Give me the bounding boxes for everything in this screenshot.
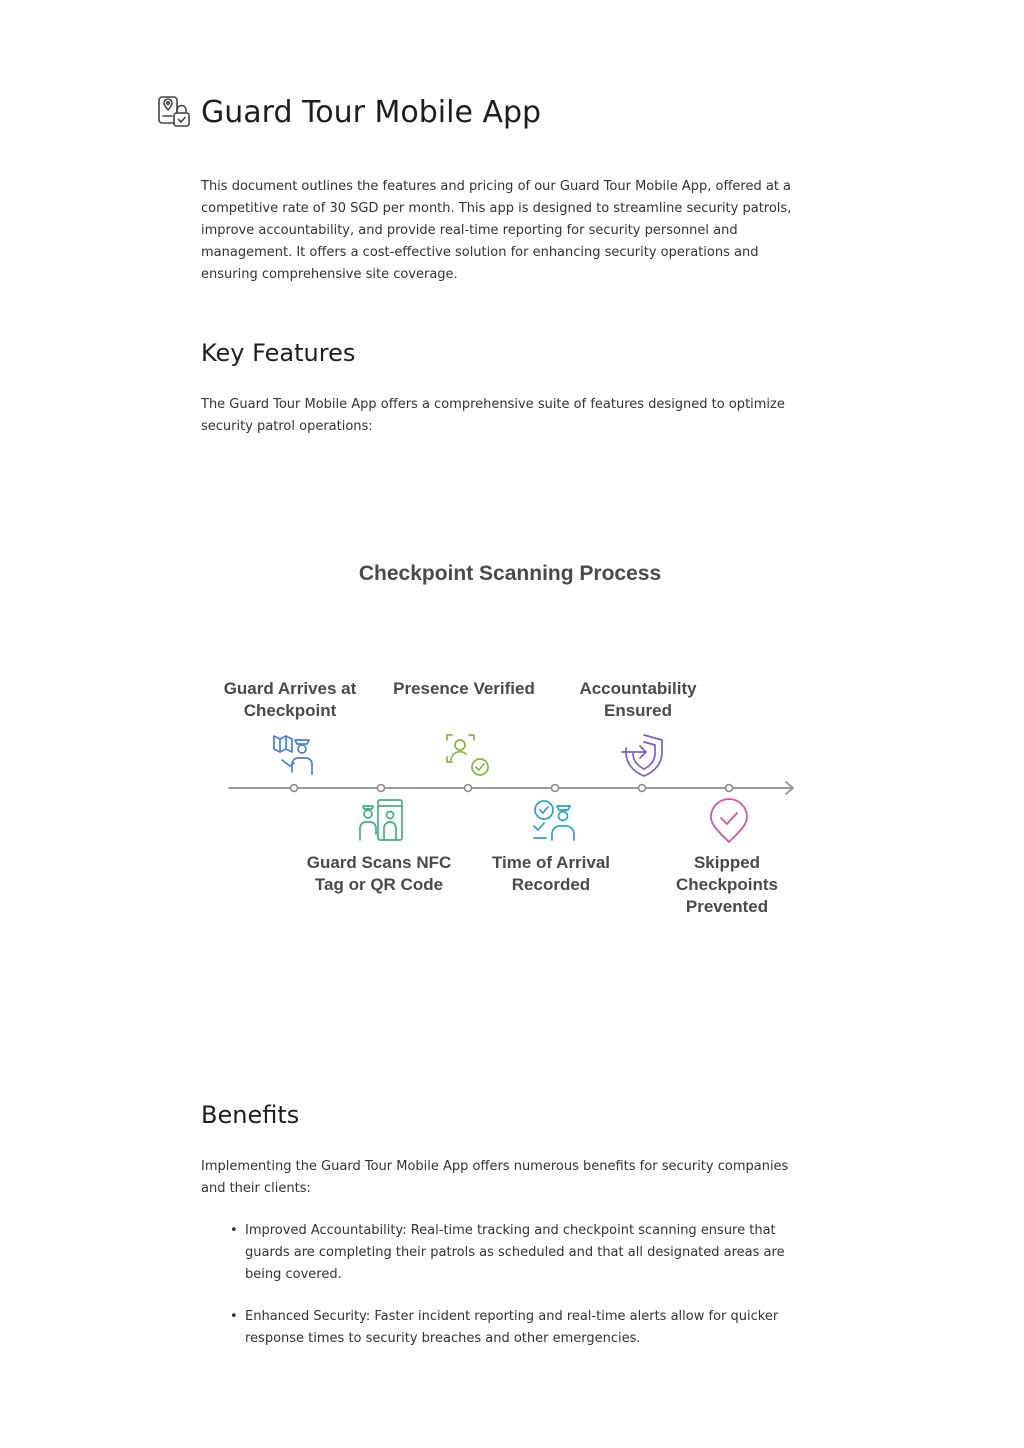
shield-login-icon bbox=[622, 735, 662, 776]
step-label-recorded: Time of Arrival Recorded bbox=[491, 853, 611, 894]
location-check-icon bbox=[711, 799, 747, 842]
guard-map-icon bbox=[274, 736, 312, 774]
page-title: Guard Tour Mobile App bbox=[201, 94, 542, 130]
person-verified-icon bbox=[447, 735, 488, 775]
benefits-paragraph: Implementing the Guard Tour Mobile App offers numerous benefits for security companies and their clients: bbox=[201, 1159, 789, 1196]
key-features-paragraph: The Guard Tour Mobile App offers a comprehensive suite of features designed to optimize security patrol operations: bbox=[201, 397, 785, 434]
diagram-title: Checkpoint Scanning Process bbox=[358, 562, 662, 585]
list-item: • Improved Accountability: Real-time tracking and checkpoint scanning ensure that guards are completing their patrols as scheduled and that all designated areas are being covered. bbox=[245, 1220, 820, 1286]
title-row bbox=[157, 94, 541, 130]
timeline-node bbox=[291, 785, 298, 792]
location-lock-icon bbox=[157, 94, 191, 130]
step-label-accountability: Accountability Ensured bbox=[579, 679, 697, 720]
timeline-node bbox=[465, 785, 472, 792]
step-label-scan: Guard Scans NFC Tag or QR Code bbox=[306, 853, 452, 894]
timeline-arrowhead bbox=[786, 782, 793, 794]
timeline-node bbox=[552, 785, 559, 792]
step-label-arrive: Guard Arrives at Checkpoint bbox=[223, 679, 357, 720]
timeline-node bbox=[639, 785, 646, 792]
key-features-heading: Key Features bbox=[201, 339, 356, 367]
step-label-verified: Presence Verified bbox=[393, 679, 535, 698]
list-item: • Enhanced Security: Faster incident reporting and real-time alerts allow for quicker response times to security breaches and other emergencies. bbox=[245, 1306, 820, 1350]
checklist-guard-icon bbox=[534, 801, 574, 840]
guard-scanner-icon bbox=[360, 800, 402, 840]
timeline-node bbox=[378, 785, 385, 792]
timeline-node bbox=[726, 785, 733, 792]
step-label-skipped: Skipped Checkpoints Prevented bbox=[675, 853, 779, 916]
benefits-heading: Benefits bbox=[201, 1101, 300, 1129]
benefits-list bbox=[228, 1220, 820, 1370]
intro-paragraph: This document outlines the features and pricing of our Guard Tour Mobile App, offered at a competitive rate of 30 SGD per month. This app is designed to streamline security patrols, improve accountability, and provide real-time reporting for security personnel and management. It offers a cost-effective solution for enhancing security operations and ensuring comprehensive site coverage. bbox=[201, 179, 792, 282]
